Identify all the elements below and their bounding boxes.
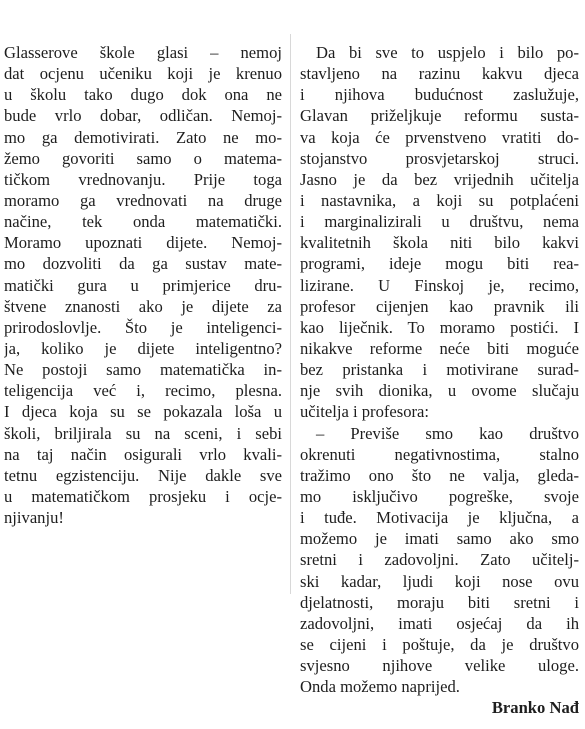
text-line: školi, briljirala su na sceni, i sebi [4, 423, 282, 443]
text-line: prirodoslovlje. Što je inteligenci- [4, 317, 282, 337]
text-line: nikakve reforme neće biti moguće [300, 338, 579, 358]
text-line: profesor cijenjen kao pravnik ili [300, 296, 579, 316]
text-line: Ne postoji samo matematička in- [4, 360, 282, 380]
text-line: lizirane. U Finskoj je, recimo, [300, 275, 579, 295]
text-line: nje svih dionika, u ovome slučaju [300, 381, 579, 401]
text-line: – Previše smo kao društvo [316, 423, 579, 443]
text-line: ja, koliko je dijete inteligentno? [4, 338, 282, 358]
text-line: i marginalizirali u društvu, nema [300, 212, 579, 232]
text-line: tražimo ono što ne valja, gleda- [300, 465, 579, 485]
column-divider [290, 34, 291, 594]
text-line: djelatnosti, moraju biti sretni i [300, 592, 579, 612]
text-line: i tuđe. Motivacija je ključna, a [300, 508, 579, 528]
text-line: sretni i zadovoljni. Zato učitelj- [300, 550, 579, 570]
text-line: i njihova budućnost zaslužuje, [300, 85, 579, 105]
text-line: i nastavnika, a koji su potplaćeni [300, 190, 579, 210]
text-line: tetnu egzistenciju. Nije dakle sve [4, 465, 282, 485]
right-column [300, 42, 579, 719]
text-line: tičkom vrednovanju. Prije toga [4, 169, 282, 189]
text-line: štvene znanosti ako je dijete za [4, 296, 282, 316]
text-line: načine, tek onda matematički. [4, 212, 282, 232]
text-line: stavljeno na razinu kakvu djeca [300, 64, 579, 84]
text-line: u matematičkom prosjeku i ocje- [4, 486, 282, 506]
text-line: kao liječnik. To moramo postići. I [300, 317, 579, 337]
text-line: ski kadar, ljudi koji nose ovu [300, 571, 579, 591]
text-line: žemo govoriti samo o matema- [4, 148, 282, 168]
text-line: Onda možemo naprijed. [300, 677, 460, 697]
text-line: matički gura u primjerice dru- [4, 275, 282, 295]
text-line: njivanju! [4, 508, 64, 528]
left-column [4, 42, 282, 528]
text-line: bude vrlo dobar, odličan. Nemoj- [4, 106, 282, 126]
text-line: Moramo upoznati dijete. Nemoj- [4, 233, 282, 253]
text-line: zadovoljni, imati osjećaj da ih [300, 613, 579, 633]
text-line: se cijeni i poštuje, da je društvo [300, 634, 579, 654]
text-line: dat ocjenu učeniku koji je krenuo [4, 64, 282, 84]
text-line: stojanstvo prosvjetarskoj struci. [300, 148, 579, 168]
text-line: teligencija već i, recimo, plesna. [4, 381, 282, 401]
text-line: mo ga demotivirati. Zato ne mo- [4, 127, 282, 147]
text-line: moramo ga vrednovati na druge [4, 190, 282, 210]
text-line: možemo je imati samo ako smo [300, 529, 579, 549]
text-line: svjesno njihove velike uloge. [300, 656, 579, 676]
text-line: mo isključivo pogreške, svoje [300, 486, 579, 506]
text-line: Da bi sve to uspjelo i bilo po- [316, 43, 579, 62]
author-signature: Branko Nađ [491, 698, 579, 718]
text-line: mo dozvoliti da ga sustav mate- [4, 254, 282, 274]
text-line: Glasserove škole glasi – nemoj [4, 43, 282, 62]
text-line: Glavan priželjkuje reformu susta- [300, 106, 579, 126]
text-line: učitelja i profesora: [300, 402, 430, 422]
text-line: bez pristanka i motivirane surad- [300, 360, 579, 380]
text-line: Jasno je da bez vrijednih učitelja [300, 169, 579, 189]
text-line: na taj način osigurali vrlo kvali- [4, 444, 282, 464]
text-line: kvalitetnih škola niti bilo kakvi [300, 233, 579, 253]
text-line: programi, ideje mogu biti rea- [300, 254, 579, 274]
text-line: I djeca koja su se pokazala loša u [4, 402, 282, 422]
text-line: okrenuti negativnostima, stalno [300, 444, 579, 464]
text-line: u školu tako dugo dok ona ne [4, 85, 282, 105]
text-line: va koja će prvenstveno vratiti do- [300, 127, 579, 147]
